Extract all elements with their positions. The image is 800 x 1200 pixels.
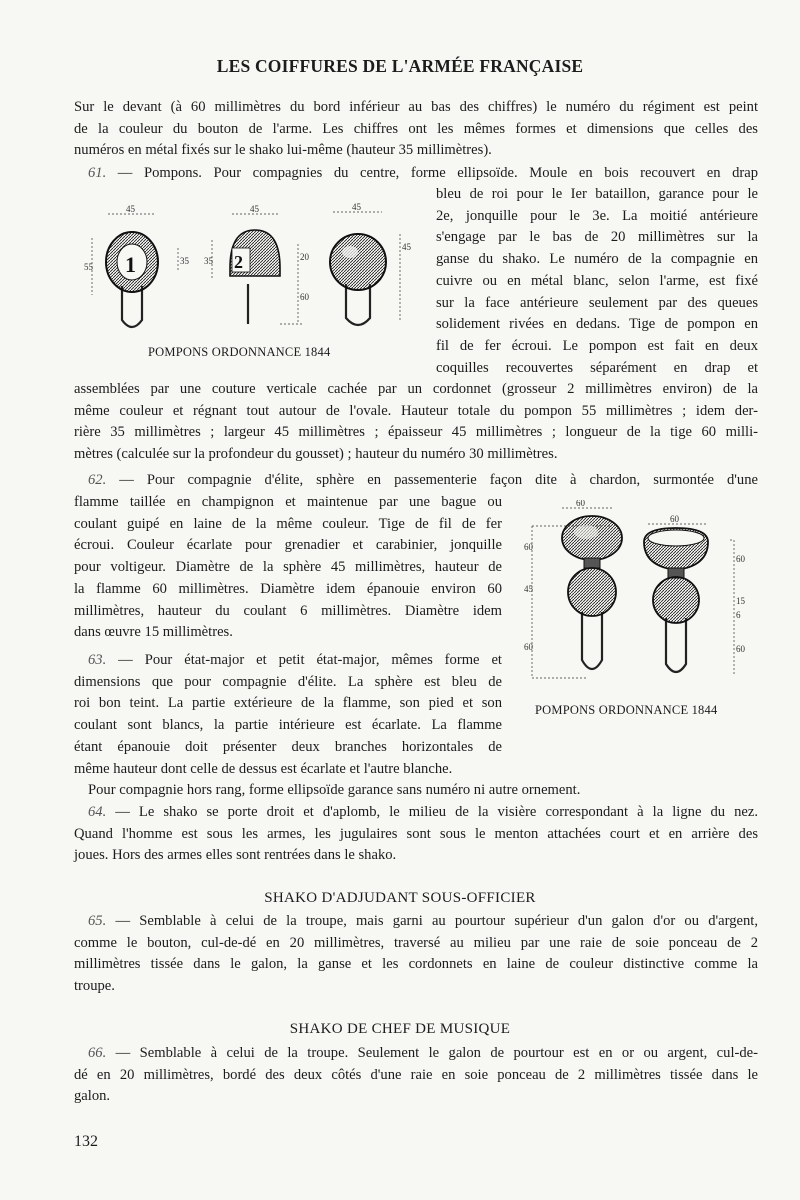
dimension-label: 60: [670, 514, 679, 524]
dimension-label: 15: [736, 596, 745, 606]
paragraph-number: 66.: [88, 1045, 107, 1061]
text-line: [74, 1043, 758, 1065]
elite-pompon-closed-drawing: [562, 516, 622, 669]
text-line-content: — Le shako se porte droit et d'aplomb, le milieu de la visière correspondant à la ligne du nez.: [106, 804, 758, 820]
paragraph-number: 61.: [88, 165, 107, 181]
text-line: Quand l'homme est sous les armes, les jugulaires sont sous le menton attachées court et en arrière des: [74, 825, 758, 842]
figure-1-caption: POMPONS ORDONNANCE 1844: [148, 345, 331, 359]
text-line: mètres (calculée sur la profondeur du gousset) ; hauteur du numéro 30 millimètres.: [74, 446, 558, 463]
text-line-content: — Pour état-major et petit état-major, mêmes forme et: [106, 652, 502, 668]
page-number: 132: [74, 1133, 98, 1150]
text-line: dé en 20 millimètres, bordé des deux côtés d'une raie en soie ponceau de 2 millimètres tissée dans le: [74, 1066, 758, 1083]
text-line: dimensions que pour compagnie d'élite. La sphère est bleu de: [74, 673, 502, 690]
text-line: la flamme 60 millimètres. Diamètre idem épanouie environ 60: [74, 580, 502, 597]
dimension-label: 60: [576, 500, 585, 508]
pompon-front-drawing: [106, 232, 158, 327]
text-line: [74, 780, 758, 802]
text-line: fil de fer écroui. Le pompon est fait en deux: [436, 337, 758, 354]
text-line: [74, 163, 758, 185]
text-line: coulant sont blancs, la partie intérieure est écarlate. La flamme: [74, 717, 502, 734]
dimension-label: 60: [736, 554, 745, 564]
text-line: étant épanouie doit présenter deux branches horizontales de: [74, 738, 502, 755]
pompon-number: 2: [234, 252, 243, 272]
dimension-label: 20: [300, 252, 309, 262]
dimension-label: 45: [402, 242, 411, 252]
text-line: sur la face antérieure seulement par des queues: [436, 294, 758, 311]
text-line: millimètres, hauteur du coulant 6 millimètres. Diamètre idem: [74, 602, 502, 619]
dimension-label: 45: [352, 202, 361, 212]
text-line: flamme taillée en champignon et maintenue par une bague ou: [74, 494, 502, 510]
text-line: assemblées par une couture verticale cachée par un cordonnet (grosseur 2 millimètres environ) de la: [74, 381, 758, 397]
text-line-content: — Semblable à celui de la troupe. Seulement le galon de pourtour est en or ou argent, cul-de-: [106, 1045, 758, 1061]
text-line: coulant guipé en laine de la même couleur. Tige de fil de fer: [74, 515, 502, 532]
text-line: même hauteur dont celle de dessus est écarlate et l'autre blanche.: [74, 760, 453, 777]
dimension-label: 45: [250, 204, 259, 214]
paragraph-66: [74, 1043, 758, 1108]
pompons-figure-2: [520, 500, 760, 690]
text-line: [74, 911, 758, 933]
text-line: 2e, jonquille pour le 3e. La moitié antérieure: [436, 207, 758, 224]
text-line: numéros en métal fixés sur le shako lui-même (hauteur 35 millimètres).: [74, 142, 492, 159]
text-line-content: Pour compagnie hors rang, forme ellipsoïde garance sans numéro ni autre ornement.: [88, 782, 581, 798]
text-line: dans œuvre 15 millimètres.: [74, 624, 233, 641]
text-line: bleu de roi pour le Ier bataillon, garance pour le: [436, 186, 758, 202]
page-title: LES COIFFURES DE L'ARMÉE FRANÇAISE: [216, 56, 584, 76]
paragraph-number: 64.: [88, 804, 107, 820]
text-line: troupe.: [74, 978, 115, 995]
text-line-content: — Pompons. Pour compagnies du centre, forme ellipsoïde. Moule en bois recouvert en drap: [106, 165, 758, 181]
dimension-label: 45: [126, 204, 135, 214]
figure-2-caption: POMPONS ORDONNANCE 1844: [535, 703, 718, 717]
text-line-content: — Pour compagnie d'élite, sphère en passementerie façon dite à chardon, surmontée d'une: [106, 472, 758, 488]
dimension-label: 35: [180, 256, 189, 266]
text-line: coquilles recouvertes séparément en drap et: [436, 359, 758, 376]
text-line: de la couleur du bouton de l'arme. Les chiffres ont les mêmes formes et dimensions que celles des: [74, 120, 758, 137]
paragraph-63: [74, 650, 502, 780]
pompon-number: 1: [125, 252, 136, 277]
paragraph-62: [74, 470, 758, 492]
text-line: galon.: [74, 1088, 111, 1105]
section-heading: SHAKO D'ADJUDANT SOUS-OFFICIER: [264, 890, 536, 906]
text-line: cuivre ou en métal blanc, selon l'arme, est fixé: [436, 272, 758, 289]
dimension-label: 60: [524, 642, 533, 652]
pompon-side-drawing: [230, 230, 280, 324]
paragraph-62-left-column: [74, 492, 502, 644]
paragraph-61-continued: [74, 379, 758, 466]
elite-pompon-open-drawing: [644, 528, 708, 672]
intro-paragraph: [74, 97, 758, 162]
text-line: même couleur et régnant tout autour de l'ovale. Hauteur totale du pompon 55 millimètres ; idem der-: [74, 402, 758, 419]
paragraph-61-right-column: [436, 184, 758, 379]
text-line: [74, 802, 758, 824]
paragraph-number: 62.: [88, 472, 107, 488]
text-line: écroui. Couleur écarlate pour grenadier et carabinier, jonquille: [74, 537, 502, 554]
text-line-content: — Semblable à celui de la troupe, mais garni au pourtour supérieur d'un galon d'or ou d'argent,: [106, 913, 758, 929]
text-line: ganse du shako. Le numéro de la compagnie en: [436, 251, 758, 268]
dimension-label: 55: [84, 262, 93, 272]
text-line: comme le bouton, cul-de-dé en 20 millimètres, traversé au milieu par une raie de soie ponceau de 2: [74, 934, 758, 951]
paragraph-63-last-line: [74, 780, 758, 802]
text-line: joues. Hors des armes elles sont rentrées dans le shako.: [74, 847, 397, 864]
pompons-figure-1: [80, 200, 420, 340]
text-line: pour voltigeur. Diamètre de la sphère 45 millimètres, hauteur de: [74, 559, 502, 576]
dimension-label: 60: [300, 292, 309, 302]
paragraph-number: 65.: [88, 913, 107, 929]
text-line: Sur le devant (à 60 millimètres du bord inférieur au bas des chiffres) le numéro du régiment est peint: [74, 99, 758, 115]
dimension-label: 45: [524, 584, 533, 594]
dimension-label: 35: [204, 256, 213, 266]
text-line: roi bon teint. La partie extérieure de la flamme, son pied et son: [74, 695, 502, 712]
dimension-label: 60: [736, 644, 745, 654]
text-line: s'engage par le bas de 20 millimètres sur la: [436, 229, 758, 246]
text-line: solidement rivées en dedans. Tige de pompon en: [436, 316, 758, 333]
dimension-label: 6: [736, 610, 741, 620]
text-line: [74, 470, 758, 492]
text-line: rière 35 millimètres ; largeur 45 millimètres ; épaisseur 45 millimètres ; longueur de la tige 60 milli-: [74, 424, 758, 441]
dimension-label: 60: [524, 542, 533, 552]
text-line: [74, 650, 502, 672]
pompon-back-drawing: [330, 234, 386, 325]
paragraph-64: [74, 802, 758, 867]
paragraph-65: [74, 911, 758, 998]
paragraph-61: [74, 163, 758, 185]
text-line: millimètres tissée dans le galon, la ganse et les cordonnets en laine de couleur distinctive comme la: [74, 956, 758, 973]
section-heading: SHAKO DE CHEF DE MUSIQUE: [289, 1021, 511, 1037]
paragraph-number: 63.: [88, 652, 107, 668]
